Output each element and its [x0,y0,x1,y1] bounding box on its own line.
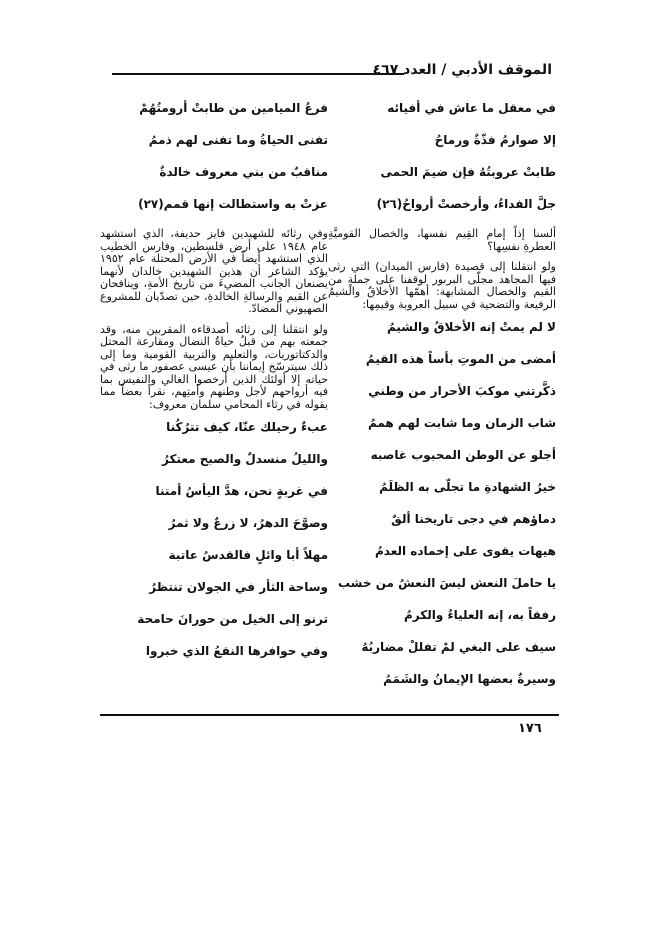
verse-line: جلَّ الفداءُ، وأرخصتْ أرواحُ(٢٦) [376,197,556,211]
verse-line: خيرُ الشهادةِ ما تجلّى به الظلَمُ [379,480,556,494]
verse-line: وساحة الثأر في الجولان تنتظرُ [149,580,328,594]
body-paragraph: ولو انتقلنا إلى قصيدة (فارس الميدان) التي رثى فيها المجاهد مجلّى البربور لوقفنا على جملةٍ من القيم والخصال المشابهة: أهمّها الأخلاقُ والشيمُ الرفيعة والتضحية في سبيل العروبة وقيمِها: [328,260,556,311]
running-header [112,62,552,84]
verse-line: سيف على البغي لمْ تفللْ مضاربُهُ [361,640,556,654]
verse-line: طابتْ عروبتُهُ فإن ضيمَ الحمى [380,165,556,179]
footer-rule [100,714,559,716]
verse-line: شاب الزمان وما شابت لهم هممُ [367,416,556,430]
verse-line: إلا صوارمُ فذّةٌ ورماحُ [434,133,556,147]
verse-line: عزتْ به واستطالت إنها قمم(٢٧) [138,197,328,211]
body-paragraph: وفي رثائه للشهيدين فايز حديفة، الذي استشهد عام ١٩٤٨ على أرض فلسطين، وفارس الخطيب الذي استشهد أيضاً في الأرض المحتلة عام ١٩٥٢ يؤكد الشاعر أن هذين الشهيدين خالدان لأنهما يصنعان الجانب المضيءَ من تاريخ الأمةِ، وينافحان عن القيم والرسالةِ الخالدةِ، حين تصدّيان للمشروع الصهيوني المضادّ. [100,227,328,315]
verse-line: مناقبٌ من بني معروف خالدةٌ [159,165,328,179]
verse-line: في غربةٍ نحن، هدَّ اليأسُ أمتنا [155,484,328,498]
verse-line: في معقل ما عاش في أفيائه [387,101,556,115]
verse-line: لا لم يمتْ إنه الأخلاقُ والشيمُ [386,320,556,334]
verse-line: دماؤهم في دجى تاريخنا ألقٌ [391,512,556,526]
verse-line: والليلُ منسدلٌ والصبح معتكرُ [162,452,328,466]
page-number: ١٧٦ [518,721,542,736]
body-paragraph: ألسنا إذاً إمام القِيم نفسها، والخصال القوميَّةِ العطرةِ نفسِها؟ [328,227,556,253]
body-paragraph: ولو انتقلنا إلى رثائه أصدقاءه المقربين منه، وقد جمعته بهم من قبلُ حياةُ النضال ومقارعة المحتل والدكتاتوريات، والتعليم والتربية القومية وما إلى ذلك سيترسّخ إيماننا بأن عيسى عصفور ما رثى في حياته إلا أولئك الذين أرخصوا الغالي والنفيس بما فيه أرواحهم لأجل وطنهم وأمتِهم، نقرأ بعضاً مما يقوله في رثاء المحامي سلمان معروف: [100,322,328,411]
verse-line: عبءٌ رحيلك عنّا، كيف تترُكُنا [166,420,328,434]
verse-line: ذكَّرتني موكبَ الأحرار من وطني [368,384,556,398]
verse-line: أمضى من الموتِ بأساً هذه القيمُ [365,352,556,366]
header-rule [112,73,404,75]
verse-line: مهلاً أبا وائلٍ فالقدسُ عاتبة [168,548,328,562]
verse-line: رفقاً به، إنه العلياءُ والكرمُ [403,608,556,622]
journal-title: الموقف الأدبي / العدد ٤٦٧ [372,62,552,78]
verse-line: أجلو عن الوطن المحبوب غاصبه [370,448,556,462]
verse-line: ترنو إلى الخيل من حورانَ حامحة [137,612,328,626]
right-column [328,100,556,703]
verse-line: وسيرةٌ بعضها الإيمانُ والشَمَمُ [383,672,556,686]
verse-line: هيهات يقوى على إخماده العدمُ [375,544,556,558]
verse-line: تفنى الحياةُ وما تفنى لهم ذممُ [148,133,328,147]
left-column [100,100,328,675]
verse-line: وفي حوافرها النقعُ الذي خبروا [145,644,328,658]
verse-line: فرعُ الميامين من طابتْ أرومتُهُمْ [139,101,328,115]
verse-line: يا حاملَ النعش ليسَ النعشُ من خشب [337,576,556,590]
verse-line: وصوَّحَ الدهرُ، لا زرعٌ ولا ثمرُ [168,516,328,530]
